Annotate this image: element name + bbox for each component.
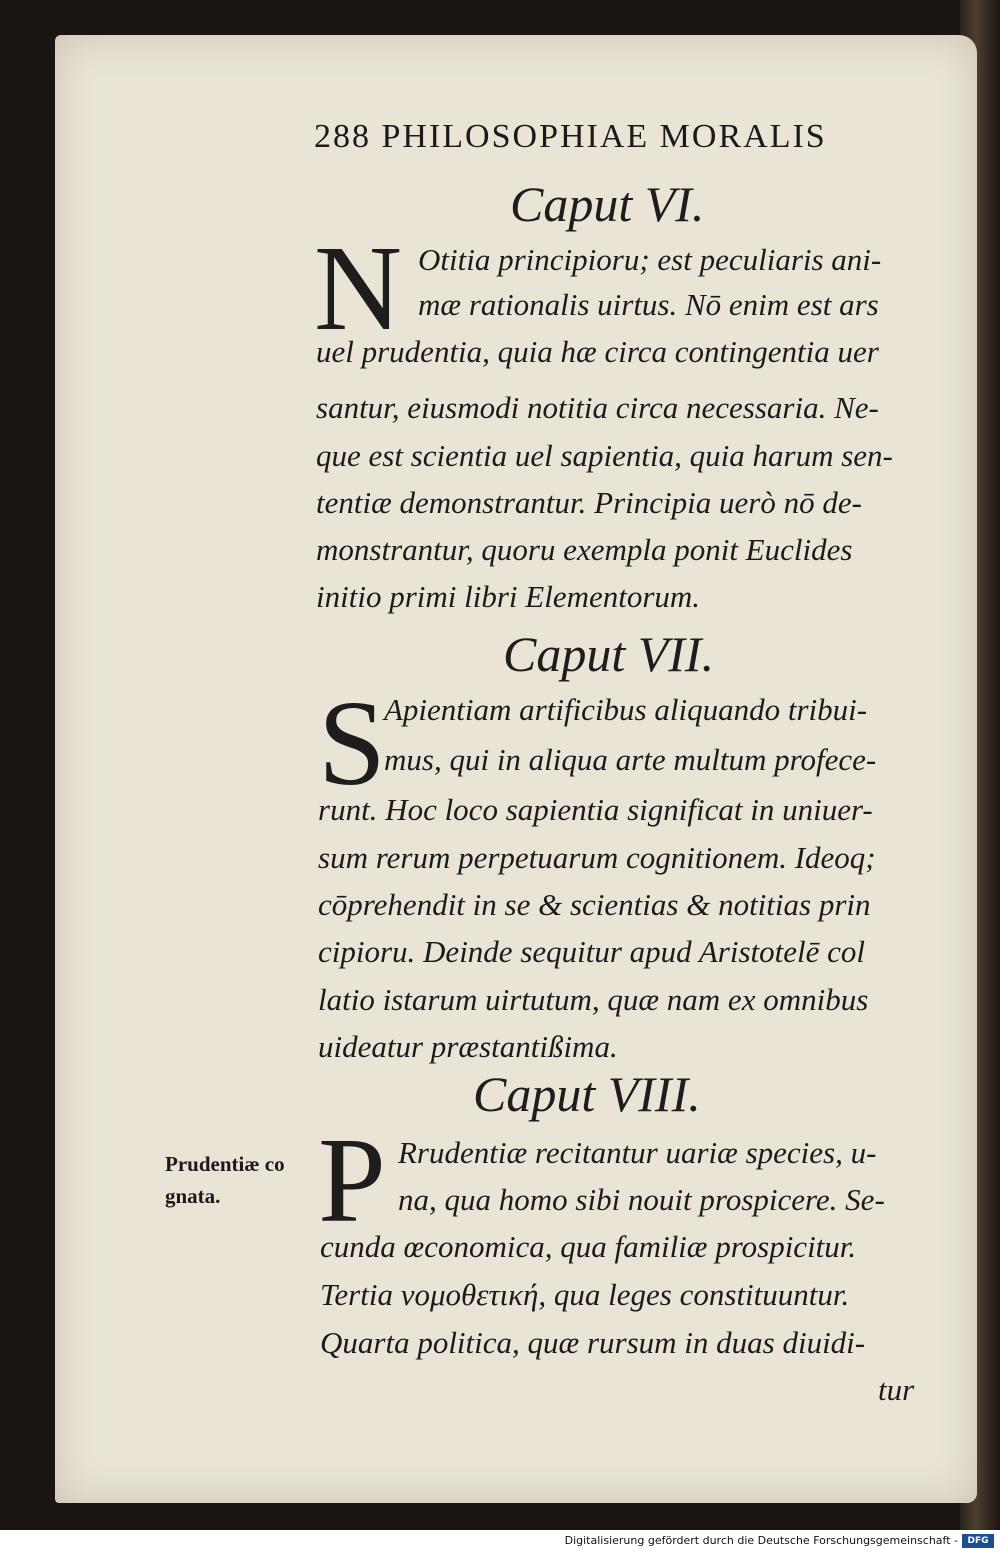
text-line: que est scientia uel sapientia, quia harum sen- (316, 438, 893, 473)
text-line: Rrudentiæ recitantur uariæ species, u- (398, 1135, 877, 1170)
drop-initial: P (318, 1113, 386, 1248)
text-line: initio primi libri Elementorum. (316, 579, 701, 614)
text-line: monstrantur, quoru exempla ponit Euclides (316, 532, 853, 567)
margin-note-line: gnata. (165, 1184, 221, 1208)
chapter-heading: Caput VIII. (473, 1066, 701, 1122)
text-line: runt. Hoc loco sapientia significat in uniuer- (318, 792, 873, 827)
text-line: tentiæ demonstrantur. Principia uerò nō de- (316, 485, 862, 520)
text-line: Tertia νομοθετική, qua leges constituuntur. (320, 1277, 850, 1312)
text-line: Otitia principioru; est peculiaris ani- (418, 242, 882, 277)
margin-note-line: Prudentiæ co (165, 1152, 285, 1176)
text-line: cunda œconomica, qua familiæ prospicitur. (320, 1229, 857, 1264)
text-line: cipioru. Deinde sequitur apud Aristotelē col (318, 934, 866, 969)
dfg-logo-icon: DFG (962, 1534, 994, 1548)
footer-credit: Digitalisierung gefördert durch die Deutsche Forschungsgemeinschaft - (564, 1534, 958, 1547)
text-line: Apientiam artificibus aliquando tribui- (384, 692, 868, 727)
text-line: santur, eiusmodi notitia circa necessaria. Ne- (316, 390, 879, 425)
drop-initial: S (318, 676, 386, 811)
text-line: cōprehendit in se & scientias & notitias prin (318, 887, 871, 922)
chapter-heading: Caput VI. (510, 176, 705, 232)
chapter-heading: Caput VII. (503, 626, 715, 682)
margin-note (165, 1148, 285, 1212)
catchword: tur (878, 1372, 915, 1407)
text-line: sum rerum perpetuarum cognitionem. Ideoq; (318, 840, 876, 875)
drop-initial: N (314, 221, 403, 356)
text-line: Quarta politica, quæ rursum in duas diuidi- (320, 1325, 866, 1360)
text-line: latio istarum uirtutum, quæ nam ex omnibus (318, 982, 869, 1017)
text-line: na, qua homo sibi nouit prospicere. Se- (398, 1182, 885, 1217)
text-line: mus, qui in aliqua arte multum profece- (384, 742, 877, 777)
text-line: uel prudentia, quia hæ circa contingentia uer (316, 334, 879, 369)
running-head: 288 PHILOSOPHIAE MORALIS (314, 118, 827, 155)
text-line: uideatur præstantißima. (318, 1029, 618, 1064)
text-line: mæ rationalis uirtus. Nō enim est ars (418, 287, 879, 322)
